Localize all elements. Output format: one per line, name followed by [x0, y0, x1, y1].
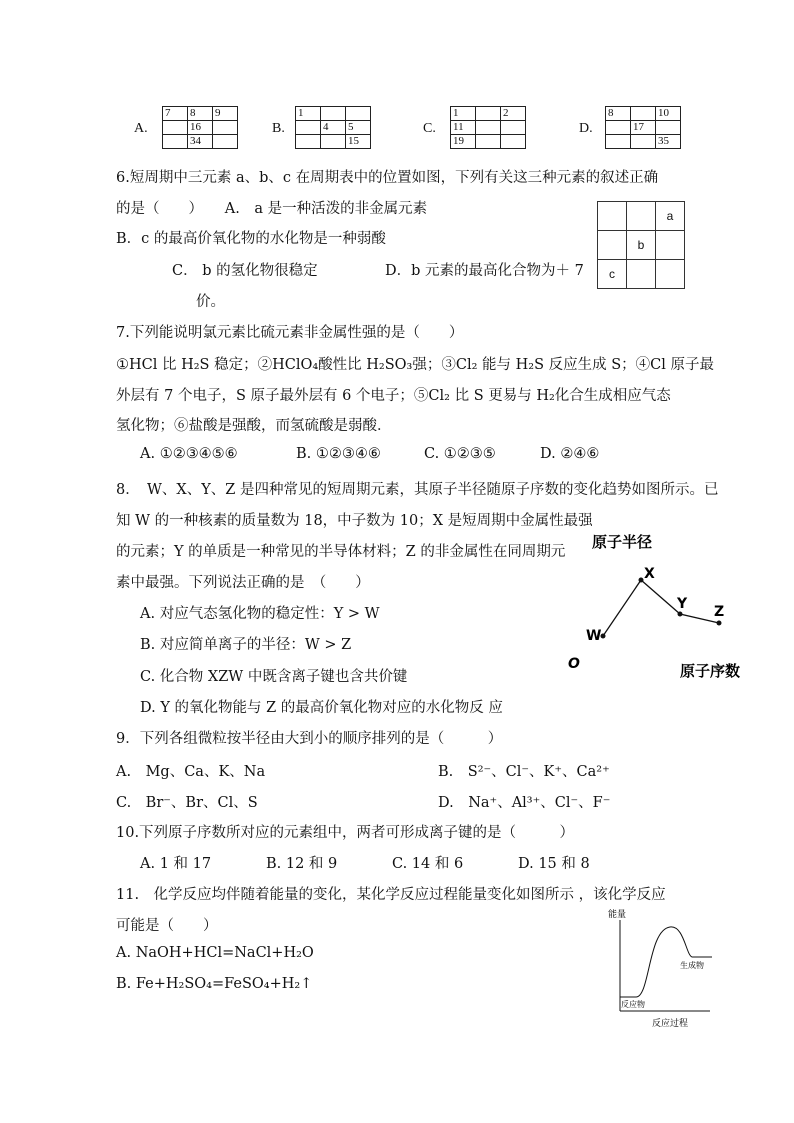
q9-option-b: B. S²⁻、Cl⁻、K⁺、Ca²⁺	[438, 764, 610, 780]
q11-option-a: A. NaOH+HCl=NaCl+H₂O	[116, 945, 314, 961]
q5-grid-cell	[163, 121, 188, 135]
q5-grid-cell	[476, 107, 501, 121]
q11-reactant-label: 反应物	[621, 1000, 645, 1009]
q8-graph-xlabel: 原子序数	[680, 662, 741, 680]
q5-grid-cell: 19	[451, 135, 476, 149]
q11-product-label: 生成物	[680, 961, 704, 970]
q5-grid-cell: 1	[451, 107, 476, 121]
q5-grid-cell: 1	[296, 107, 321, 121]
q6-option-d: D．b 元素的最高化合物为＋ 7	[385, 263, 584, 279]
q7-line1: ①HCl 比 H₂S 稳定；②HClO₄酸性比 H₂SO₃强；③Cl₂ 能与 H₂S 反应生成 S；④Cl 原子最	[116, 357, 715, 373]
q7-option-a: A. ①②③④⑤⑥	[140, 446, 238, 462]
q5-grid-cell: 34	[188, 135, 213, 149]
q8-line4: 素中最强。下列说法正确的是 （ ）	[116, 575, 370, 591]
q5-grid-cell	[213, 135, 238, 149]
q5-grid-cell	[476, 135, 501, 149]
q8-graph-line	[603, 580, 719, 636]
q5-grid-cell	[476, 121, 501, 135]
q9-option-a: A. Mg、Ca、K、Na	[116, 764, 266, 780]
q6-grid-cell	[598, 202, 627, 231]
q10-option-b: B. 12 和 9	[266, 856, 338, 872]
q7-stem: 7.下列能说明氯元素比硫元素非金属性强的是（ ）	[116, 325, 464, 341]
q5-grid-cell: 16	[188, 121, 213, 135]
q5-grid-cell	[321, 107, 346, 121]
q5-grid-cell	[631, 107, 656, 121]
q5-grid-cell: 35	[656, 135, 681, 149]
q5-grid-cell	[606, 135, 631, 149]
q10-stem: 10.下列原子序数所对应的元素组中，两者可形成离子键的是（ ）	[116, 825, 575, 841]
q5-grid-cell: 5	[346, 121, 371, 135]
q5-grid-cell: 11	[451, 121, 476, 135]
q11-graph-ylabel: 能量	[608, 910, 627, 920]
q8-label-x: X	[644, 566, 655, 582]
q10-option-c: C. 14 和 6	[392, 856, 464, 872]
q10-option-d: D. 15 和 8	[518, 856, 590, 872]
q11-line1: 11. 化学反应均伴随着能量的变化，某化学反应过程能量变化如图所示 ，该化学反应	[116, 887, 666, 903]
q8-label-z: Z	[714, 604, 725, 620]
q6-option-b: B．c 的最高价氧化物的水化物是一种弱酸	[116, 231, 386, 247]
q5-grid-cell	[296, 121, 321, 135]
q5-grid-cell: 9	[213, 107, 238, 121]
q5-grid-cell	[321, 135, 346, 149]
q5-grid-cell	[501, 121, 526, 135]
q5-grid-cell: 8	[606, 107, 631, 121]
q5-grid-cell: 2	[501, 107, 526, 121]
q6-periodic-grid	[597, 201, 685, 289]
q5-option-grid	[295, 106, 371, 149]
q8-radius-graph	[560, 525, 760, 685]
q8-line2: 知 W 的一种核素的质量数为 18，中子数为 10；X 是短周期中金属性最强	[116, 513, 593, 529]
q6-grid-cell: a	[656, 202, 685, 231]
q8-point-y	[678, 612, 683, 617]
q5-grid-cell: 10	[656, 107, 681, 121]
q9-stem: 9．下列各组微粒按半径由大到小的顺序排列的是（ ）	[116, 731, 503, 747]
q5-grid-cell: 8	[188, 107, 213, 121]
q7-option-b: B. ①②③④⑥	[296, 446, 381, 462]
q10-option-a: A. 1 和 17	[140, 856, 212, 872]
q5-grid-cell	[501, 135, 526, 149]
q5-option-grid	[605, 106, 681, 149]
q11-option-b: B. Fe+H₂SO₄=FeSO₄+H₂↑	[116, 976, 313, 992]
q5-option-label: B.	[272, 121, 285, 136]
q5-grid-cell	[296, 135, 321, 149]
q5-grid-cell	[213, 121, 238, 135]
q8-line3: 的元素；Y 的单质是一种常见的半导体材料；Z 的非金属性在同周期元	[116, 544, 566, 560]
q8-graph-origin: O	[568, 656, 580, 672]
q5-grid-cell	[163, 135, 188, 149]
q6-grid-cell	[598, 231, 627, 260]
q5-grid-cell: 15	[346, 135, 371, 149]
q6-line2: 的是（ ） A. a 是一种活泼的非金属元素	[116, 201, 428, 217]
q11-line2: 可能是（ ）	[116, 918, 218, 934]
q11-energy-graph	[600, 905, 720, 1030]
q8-option-c: C. 化合物 XZW 中既含离子键也含共价键	[140, 669, 408, 685]
q5-grid-cell	[346, 107, 371, 121]
q8-option-a: A. 对应气态氢化物的稳定性：Y > W	[140, 606, 380, 622]
q6-grid-cell	[656, 231, 685, 260]
q5-grid-cell: 7	[163, 107, 188, 121]
q5-grid-cell	[656, 121, 681, 135]
q5-option-label: C.	[423, 121, 436, 136]
q8-point-z	[717, 621, 722, 626]
q6-option-c: C． b 的氢化物很稳定	[172, 263, 318, 279]
q6-grid-cell: b	[627, 231, 656, 260]
q6-line1: 6.短周期中三元素 a、b、c 在周期表中的位置如图，下列有关这三种元素的叙述正确	[116, 170, 659, 186]
q8-line1: 8． W、X、Y、Z 是四种常见的短周期元素，其原子半径随原子序数的变化趋势如图所示。已	[116, 482, 719, 498]
q5-grid-cell	[606, 121, 631, 135]
q8-option-b: B. 对应简单离子的半径：W > Z	[140, 637, 352, 653]
q6-grid-cell	[627, 202, 656, 231]
q7-line3: 氢化物；⑥盐酸是强酸，而氢硫酸是弱酸．	[116, 418, 392, 434]
q5-grid-cell: 4	[321, 121, 346, 135]
q6-option-d-cont: 价。	[196, 294, 225, 310]
q6-grid-cell	[627, 260, 656, 289]
q8-option-d: D. Y 的氧化物能与 Z 的最高价氧化物对应的水化物反 应	[140, 700, 503, 716]
q8-point-x	[639, 578, 644, 583]
q9-option-d: D. Na⁺、Al³⁺、Cl⁻、F⁻	[438, 795, 611, 811]
q7-option-c: C. ①②③⑤	[424, 446, 496, 462]
q7-option-d: D. ②④⑥	[540, 446, 600, 462]
q7-line2: 外层有 7 个电子，S 原子最外层有 6 个电子；⑤Cl₂ 比 S 更易与 H₂化合生成相应气态	[116, 388, 671, 404]
q11-graph-xlabel: 反应过程	[652, 1019, 689, 1029]
q5-option-grid	[162, 106, 238, 149]
q5-option-label: D.	[579, 121, 593, 136]
q8-label-w: W	[586, 628, 602, 644]
q5-option-grid	[450, 106, 526, 149]
q5-option-label: A.	[134, 121, 148, 136]
q5-grid-cell: 17	[631, 121, 656, 135]
q8-graph-ylabel: 原子半径	[592, 533, 653, 551]
q9-option-c: C. Br⁻、Br、Cl、S	[116, 795, 258, 811]
q8-label-y: Y	[677, 596, 688, 612]
q5-grid-cell	[631, 135, 656, 149]
q6-grid-cell	[656, 260, 685, 289]
q6-grid-cell: c	[598, 260, 627, 289]
